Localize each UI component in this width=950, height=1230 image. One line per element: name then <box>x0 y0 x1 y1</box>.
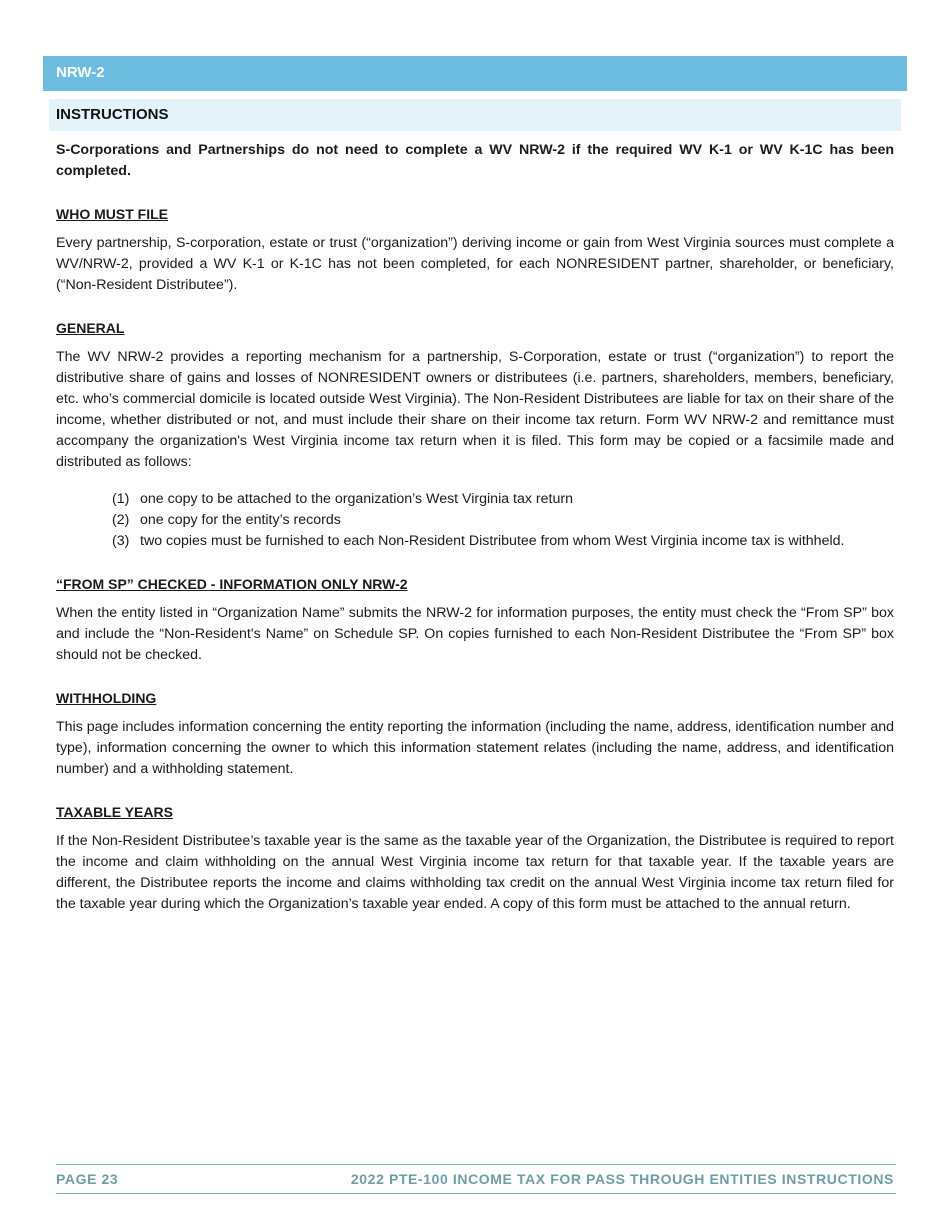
intro-note: S-Corporations and Partnerships do not need to complete a WV NRW-2 if the required WV K-1 or WV K-1C has been completed. <box>56 142 894 179</box>
form-label-bar <box>43 56 907 91</box>
taxable-years-text: If the Non-Resident Distributee’s taxable year is the same as the taxable year of the Organization, the Distributee is required to report the income and claim withholding on the annual West Virginia income tax return for that taxable year. If the taxable years are different, the Distributee reports the income and claims withholding tax credit on the annual West Virginia income tax return filed for the taxable year during which the Organization’s taxable year ended. A copy of this form must be attached to the annual return. <box>56 833 894 912</box>
list-item-number: (3) <box>112 533 130 549</box>
list-item <box>56 510 894 531</box>
distribution-list <box>56 489 894 552</box>
list-item-text: one copy to be attached to the organization’s West Virginia tax return <box>140 491 573 507</box>
list-item <box>56 489 894 510</box>
list-item-number: (2) <box>112 512 130 528</box>
list-item-number: (1) <box>112 491 130 507</box>
withholding-heading: WITHHOLDING <box>56 690 157 706</box>
taxable-years-heading: TAXABLE YEARS <box>56 804 173 820</box>
document-title: 2022 PTE-100 INCOME TAX FOR PASS THROUGH ENTITIES INSTRUCTIONS <box>350 1171 894 1187</box>
withholding-text: This page includes information concerning the entity reporting the information (including the name, address, identification number and type), information concerning the owner to which this information statement relates (including the name, address, and identification number) and a withholding statement. <box>56 719 894 777</box>
general-heading: GENERAL <box>56 320 125 336</box>
page-footer <box>56 1164 896 1194</box>
list-item-text: two copies must be furnished to each Non-Resident Distributee from whom West Virginia income tax is withheld. <box>140 533 845 549</box>
section-title-bar <box>49 99 901 131</box>
who-must-file-text: Every partnership, S-corporation, estate or trust (“organization”) deriving income or gain from West Virginia sources must complete a WV/NRW-2, provided a WV K-1 or K-1C has not been completed, for each NONRESIDENT partner, shareholder, or beneficiary, (“Non-Resident Distributee”). <box>56 235 894 293</box>
from-sp-text: When the entity listed in “Organization Name” submits the NRW-2 for information purposes, the entity must check the “From SP” box and include the “Non-Resident's Name” on Schedule SP. On copies furnished to each Non-Resident Distributee the “From SP” box should not be checked. <box>56 605 894 663</box>
section-title: INSTRUCTIONS <box>56 106 169 123</box>
general-text: The WV NRW-2 provides a reporting mechanism for a partnership, S-Corporation, estate or trust (“organization”) to report the distributive share of gains and losses of NONRESIDENT owners or distributees (i.e. partners, shareholders, members, beneficiary, etc. who’s commercial domicile is located outside West Virginia). The Non-Resident Distributees are liable for tax on their share of the income, whether distributed or not, and must include their share on their income tax return. Form WV NRW-2 and remittance must accompany the organization's West Virginia income tax return when it is filed. This form may be copied or a facsimile made and distributed as follows: <box>56 349 894 470</box>
list-item-text: one copy for the entity’s records <box>140 512 341 528</box>
who-must-file-heading: WHO MUST FILE <box>56 206 168 222</box>
instructions-body <box>56 140 894 915</box>
page-number: PAGE 23 <box>56 1171 119 1187</box>
form-label: NRW-2 <box>56 64 105 81</box>
list-item <box>56 531 894 552</box>
from-sp-heading: “FROM SP” CHECKED - INFORMATION ONLY NRW-2 <box>56 576 408 592</box>
